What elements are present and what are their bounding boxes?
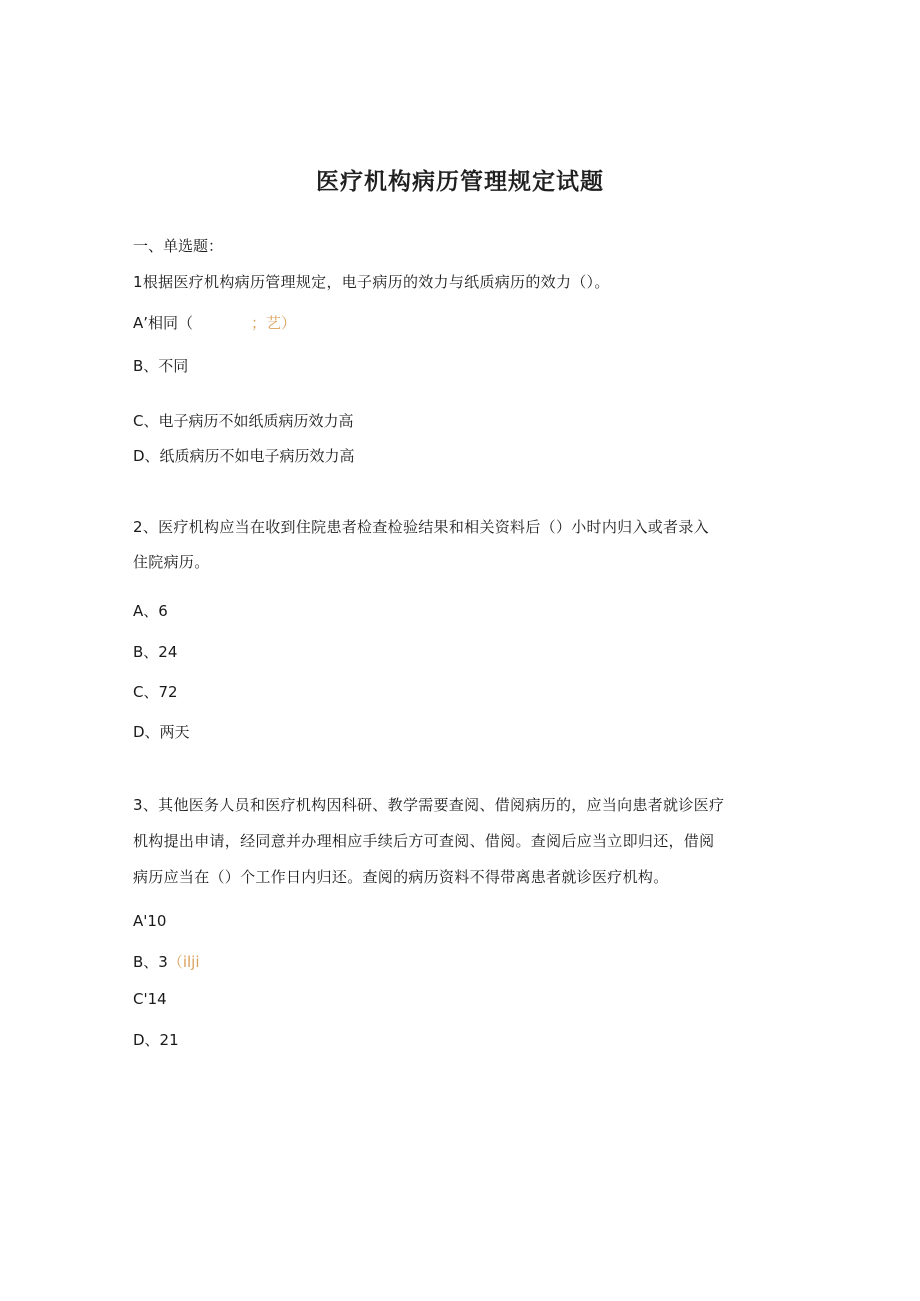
option-text: A’相同（ (133, 314, 194, 332)
question-2-option-c: C、72 (133, 683, 178, 701)
question-1-line-1: 1根据医疗机构病历管理规定，电子病历的效力与纸质病历的效力（）。 (133, 273, 610, 291)
question-2-option-a: A、6 (133, 602, 168, 620)
question-3-line-1: 3、其他医务人员和医疗机构因科研、教学需要查阅、借阅病历的，应当向患者就诊医疗 (133, 796, 725, 814)
question-3-line-3: 病历应当在（）个工作日内归还。查阅的病历资料不得带离患者就诊医疗机构。 (133, 868, 669, 886)
handwritten-note: （ilji (167, 953, 200, 971)
handwritten-note: ；艺） (251, 314, 297, 332)
section-heading: 一、单选题： (133, 237, 224, 255)
question-2-line-2: 住院病历。 (133, 553, 210, 571)
question-3-option-d: D、21 (133, 1031, 179, 1049)
document-title: 医疗机构病历管理规定试题 (316, 168, 604, 195)
question-1-option-b: B、不同 (133, 357, 189, 375)
question-1-option-d: D、纸质病历不如电子病历效力高 (133, 447, 355, 465)
question-3-option-a: A'10 (133, 912, 167, 930)
question-2-option-d: D、两天 (133, 723, 190, 741)
question-2-option-b: B、24 (133, 643, 178, 661)
question-3-line-2: 机构提出申请，经同意并办理相应手续后方可查阅、借阅。查阅后应当立即归还，借阅 (133, 832, 715, 850)
question-2-line-1: 2、医疗机构应当在收到住院患者检查检验结果和相关资料后（）小时内归入或者录入 (133, 518, 709, 536)
option-text: B、3 (133, 953, 168, 971)
question-3-option-b (133, 951, 200, 972)
question-1-option-c: C、电子病历不如纸质病历效力高 (133, 412, 354, 430)
question-3-option-c: C'14 (133, 990, 167, 1008)
question-1-option-a (133, 312, 296, 333)
